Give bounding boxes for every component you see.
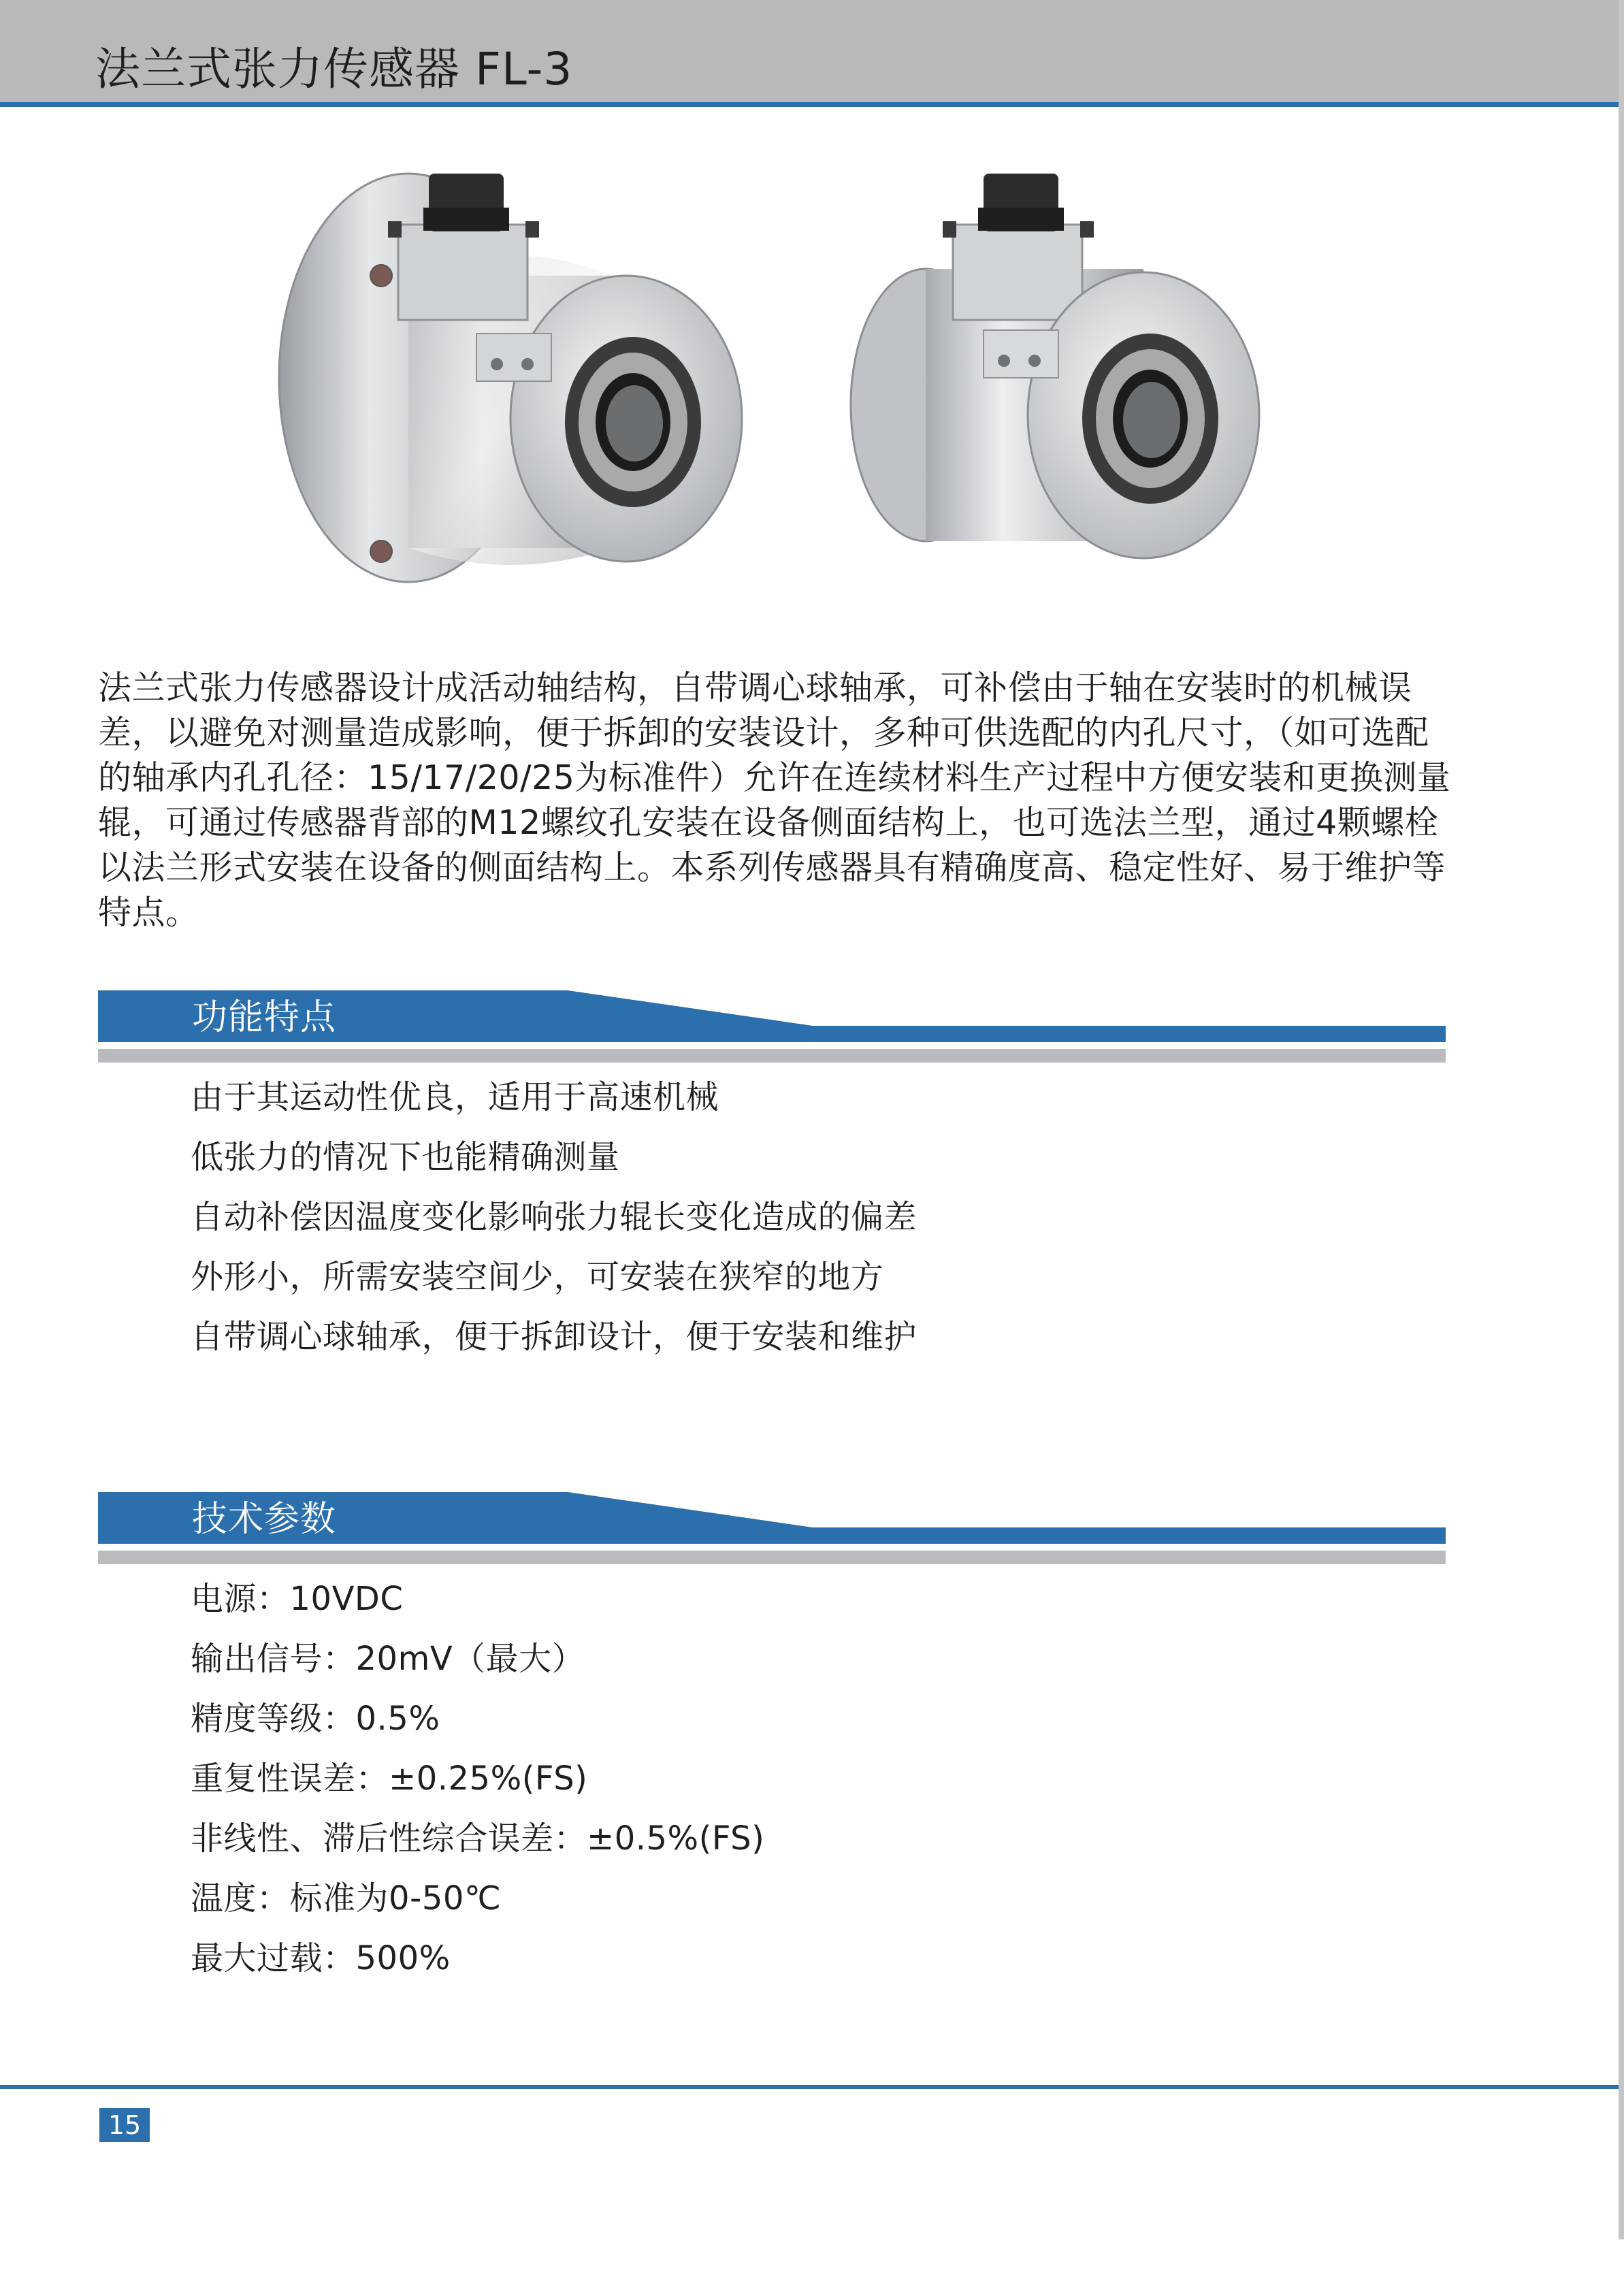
page-edge bbox=[1619, 0, 1624, 2239]
page-title: 法兰式张力传感器 FL-3 bbox=[95, 43, 573, 95]
product-description: 法兰式张力传感器设计成活动轴结构，自带调心球轴承，可补偿由于轴在安装时的机械误差，以避免对测量造成影响，便于拆卸的安装设计，多种可供选配的内孔尺寸，（如可选配的轴承内孔孔径：15/17/20/25为标准件）允许在连续材料生产过程中方便安装和更换测量辊，可通过传感器背部的M12螺纹孔安装在设备侧面结构上，也可选法兰型，通过4颗螺栓以法兰形式安装在设备的侧面结构上。本系列传感器具有精确度高、稳定性好、易于维护等特点。 bbox=[98, 668, 1451, 932]
list-item: 外形小，所需安装空间少，可安装在狭窄的地方 bbox=[191, 1258, 884, 1296]
list-item: 低张力的情况下也能精确测量 bbox=[191, 1138, 620, 1176]
header-divider bbox=[0, 102, 1624, 107]
footer-divider bbox=[0, 2085, 1619, 2089]
list-item: 自带调心球轴承，便于拆卸设计，便于安装和维护 bbox=[191, 1318, 917, 1356]
list-item: 由于其运动性优良，适用于高速机械 bbox=[191, 1078, 719, 1116]
section-header-features bbox=[98, 990, 1459, 1072]
list-item: 非线性、滞后性综合误差：±0.5%(FS) bbox=[191, 1819, 765, 1858]
product-image-flange bbox=[272, 160, 749, 623]
product-image-standard bbox=[837, 160, 1314, 623]
section-title-features: 功能特点 bbox=[192, 997, 337, 1038]
list-item: 重复性误差：±0.25%(FS) bbox=[191, 1760, 588, 1798]
specs-list bbox=[191, 1569, 1416, 1988]
list-item: 输出信号：20mV（最大） bbox=[191, 1640, 585, 1678]
list-item: 自动补偿因温度变化影响张力辊长变化造成的偏差 bbox=[191, 1198, 917, 1236]
list-item: 最大过载：500% bbox=[191, 1939, 451, 1977]
features-list bbox=[191, 1067, 1416, 1367]
section-header-specs bbox=[98, 1492, 1459, 1574]
list-item: 温度：标准为0-50℃ bbox=[191, 1879, 502, 1917]
section-title-specs: 技术参数 bbox=[192, 1499, 337, 1540]
list-item: 电源：10VDC bbox=[191, 1580, 404, 1618]
list-item: 精度等级：0.5% bbox=[191, 1700, 440, 1738]
page-number: 15 bbox=[99, 2108, 150, 2142]
